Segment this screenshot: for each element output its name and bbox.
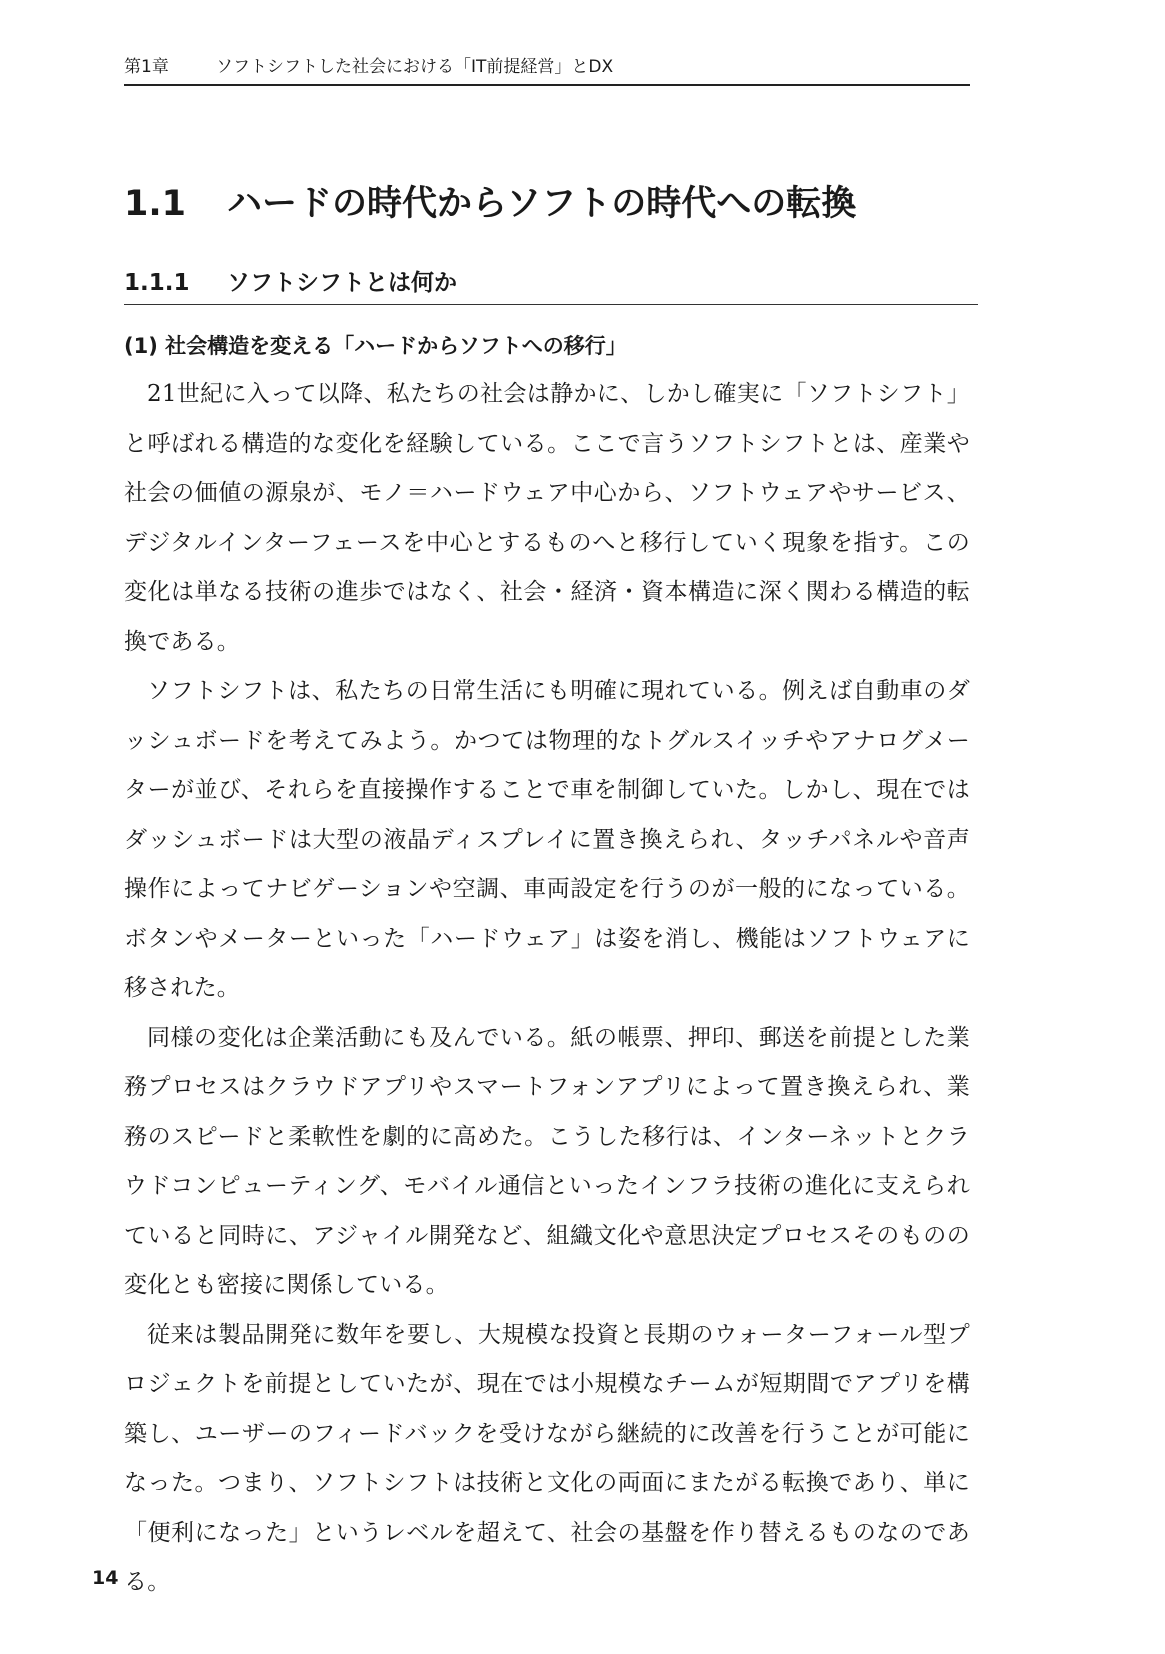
chapter-label: 第1章 (124, 57, 169, 77)
paragraph: 21世紀に入って以降、私たちの社会は静かに、しかし確実に「ソフトシフト」と呼ばれる構造的な変化を経験している。ここで言うソフトシフトとは、産業や社会の価値の源泉が、モノ＝ハードウェア中心から、ソフトウェアやサービス、デジタルインターフェースを中心とするものへと移行していく現象を指す。この変化は単なる技術の進歩ではなく、社会・経済・資本構造に深く関わる構造的転換である。 (124, 381, 970, 655)
chapter-title: ソフトシフトした社会における「IT前提経営」とDX (216, 57, 614, 77)
body-text (124, 370, 970, 1608)
paragraph: ソフトシフトは、私たちの日常生活にも明確に現れている。例えば自動車のダッシュボードを考えてみよう。かつては物理的なトグルスイッチやアナログメーターが並び、それらを直接操作することで車を制御していた。しかし、現在ではダッシュボードは大型の液晶ディスプレイに置き換えられ、タッチパネルや音声操作によってナビゲーションや空調、車両設定を行うのが一般的になっている。ボタンやメーターといった「ハードウェア」は姿を消し、機能はソフトウェアに移された。 (124, 678, 970, 1001)
section-title: ハードの時代からソフトの時代への転換 (227, 184, 857, 224)
item-heading: (1) 社会構造を変える「ハードからソフトへの移行」 (124, 334, 627, 358)
page-number: 14 (92, 1567, 119, 1589)
paragraph: 同様の変化は企業活動にも及んでいる。紙の帳票、押印、郵送を前提とした業務プロセスはクラウドアプリやスマートフォンアプリによって置き換えられ、業務のスピードと柔軟性を劇的に高めた。こうした移行は、インターネットとクラウドコンピューティング、モバイル通信といったインフラ技術の進化に支えられていると同時に、アジャイル開発など、組織文化や意思決定プロセスそのものの変化とも密接に関係している。 (124, 1024, 970, 1298)
running-head (124, 50, 970, 86)
subsection-heading (124, 266, 978, 305)
section-number: 1.1 (124, 184, 187, 224)
subsection-title: ソフトシフトとは何か (227, 270, 457, 296)
paragraph: 従来は製品開発に数年を要し、大規模な投資と長期のウォーターフォール型プロジェクトを前提としていたが、現在では小規模なチームが短期間でアプリを構築し、ユーザーのフィードバックを受けながら継続的に改善を行うことが可能になった。つまり、ソフトシフトは技術と文化の両面にまたがる転換であり、単に「便利になった」というレベルを超えて、社会の基盤を作り替えるものなのである。 (124, 1321, 970, 1595)
subsection-number: 1.1.1 (124, 270, 190, 296)
section-heading (124, 178, 856, 230)
